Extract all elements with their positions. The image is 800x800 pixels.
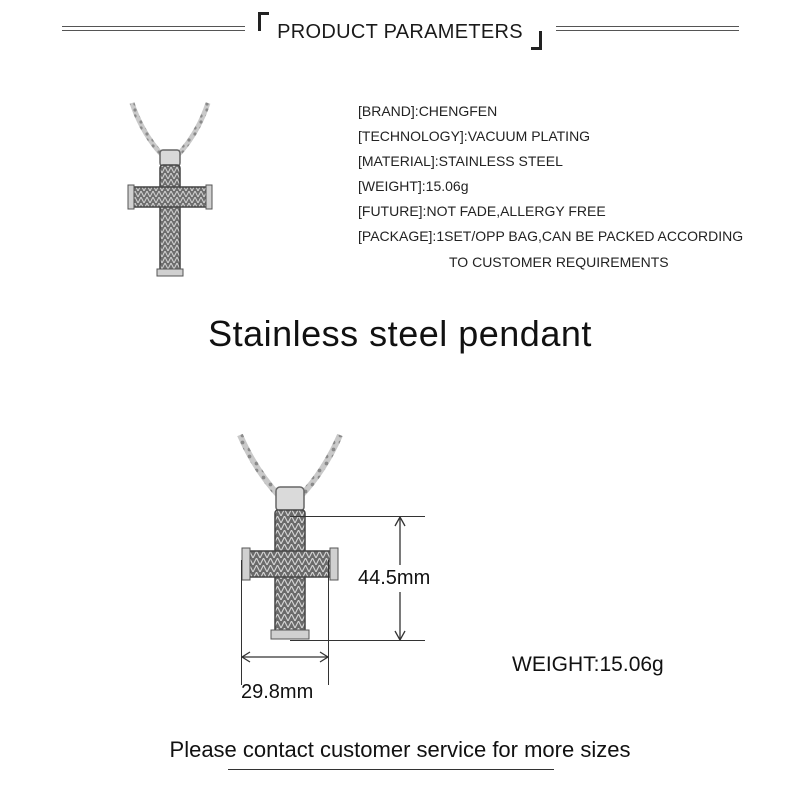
header-left-rule bbox=[62, 25, 245, 33]
footer-note: Please contact customer service for more sizes bbox=[169, 737, 631, 762]
width-extension-right bbox=[328, 560, 329, 685]
spec-material: [MATERIAL]:STAINLESS STEEL bbox=[358, 153, 563, 169]
width-extension-left bbox=[241, 560, 242, 685]
spec-package: [PACKAGE]:1SET/OPP BAG,CAN BE PACKED ACCORDING bbox=[358, 228, 744, 244]
height-dimension-label: 44.5mm bbox=[358, 565, 430, 592]
spec-weight: [WEIGHT]:15.06g bbox=[358, 178, 469, 194]
spec-list bbox=[358, 101, 788, 277]
width-dimension-label: 29.8mm bbox=[241, 681, 314, 703]
footer-underline bbox=[228, 769, 554, 770]
pendant-image-small bbox=[120, 95, 220, 280]
section-title: PRODUCT PARAMETERS bbox=[277, 21, 523, 43]
weight-label: WEIGHT:15.06g bbox=[512, 653, 664, 676]
pendant-image-large bbox=[225, 425, 355, 645]
header-right-rule bbox=[556, 25, 739, 33]
spec-package-continuation: TO CUSTOMER REQUIREMENTS bbox=[449, 254, 669, 270]
header-frame bbox=[258, 12, 542, 50]
spec-future: [FUTURE]:NOT FADE,ALLERGY FREE bbox=[358, 203, 606, 219]
product-title: Stainless steel pendant bbox=[208, 313, 592, 354]
spec-brand: [BRAND]:CHENGFEN bbox=[358, 103, 498, 119]
spec-technology: [TECHNOLOGY]:VACUUM PLATING bbox=[358, 128, 591, 144]
width-dimension-arrow bbox=[241, 650, 329, 664]
